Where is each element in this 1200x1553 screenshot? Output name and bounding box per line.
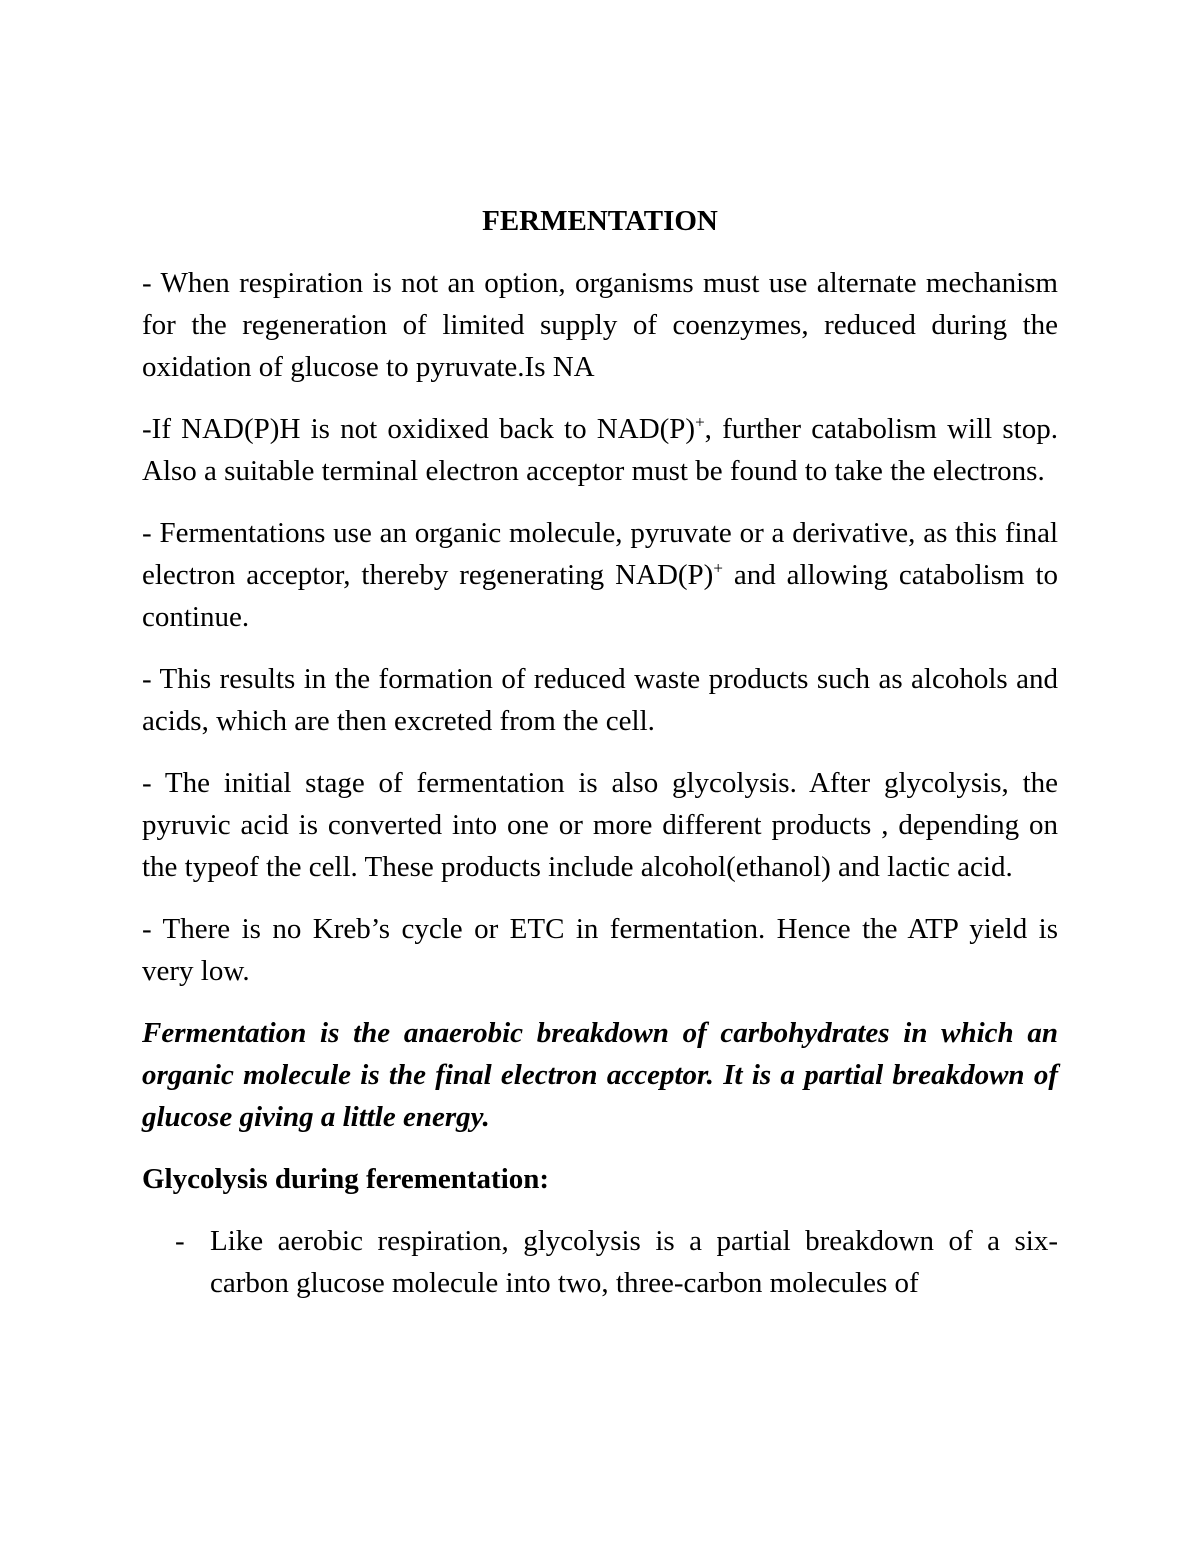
superscript-plus: + bbox=[713, 558, 723, 578]
section-heading: Glycolysis during ferementation: bbox=[142, 1163, 550, 1195]
paragraph-fermentation-acceptor bbox=[142, 512, 1058, 638]
document-page bbox=[142, 200, 1058, 1304]
paragraph-text-part2: and allowing catabolism to continue. bbox=[142, 559, 1058, 633]
paragraph-text: - This results in the formation of reduced waste products such as alcohols and acids, which are then excreted from the cell. bbox=[142, 663, 1058, 737]
list-item bbox=[142, 1220, 1058, 1304]
paragraph-text: - The initial stage of fermentation is also glycolysis. After glycolysis, the pyruvic acid is converted into one or more different products , depending on the typeof the cell. These products include alcohol(ethanol) and lactic acid. bbox=[142, 767, 1058, 883]
paragraph-respiration-alternative bbox=[142, 262, 1058, 388]
paragraph-text: - When respiration is not an option, organisms must use alternate mechanism for the regeneration of limited supply of coenzymes, reduced during the oxidation of glucose to pyruvate.Is NA bbox=[142, 267, 1058, 383]
paragraph-nadph-oxidation bbox=[142, 408, 1058, 492]
paragraph-atp-yield bbox=[142, 908, 1058, 992]
paragraph-text-part1: - Fermentations use an organic molecule, pyruvate or a derivative, as this final electron acceptor, thereby regenerating NAD(P) bbox=[142, 517, 1058, 591]
paragraph-glycolysis-stage bbox=[142, 762, 1058, 888]
document-title: FERMENTATION bbox=[482, 205, 718, 237]
superscript-plus: + bbox=[695, 412, 705, 432]
paragraph-text-part1: -If NAD(P)H is not oxidixed back to NAD(P) bbox=[142, 413, 696, 445]
paragraph-text: - There is no Kreb’s cycle or ETC in fermentation. Hence the ATP yield is very low. bbox=[142, 913, 1058, 987]
definition-fermentation: Fermentation is the anaerobic breakdown of carbohydrates in which an organic molecule is the final electron acceptor. It is a partial breakdown of glucose giving a little energy. bbox=[142, 1017, 1058, 1133]
paragraph-waste-products bbox=[142, 658, 1058, 742]
paragraph-text-part2: , further catabolism will stop. Also a suitable terminal electron acceptor must be found to take the electrons. bbox=[142, 413, 1058, 487]
list-item-text: Like aerobic respiration, glycolysis is a partial breakdown of a six-carbon glucose molecule into two, three-carbon molecules of bbox=[210, 1225, 1058, 1299]
bullet-dash: - bbox=[175, 1225, 185, 1257]
